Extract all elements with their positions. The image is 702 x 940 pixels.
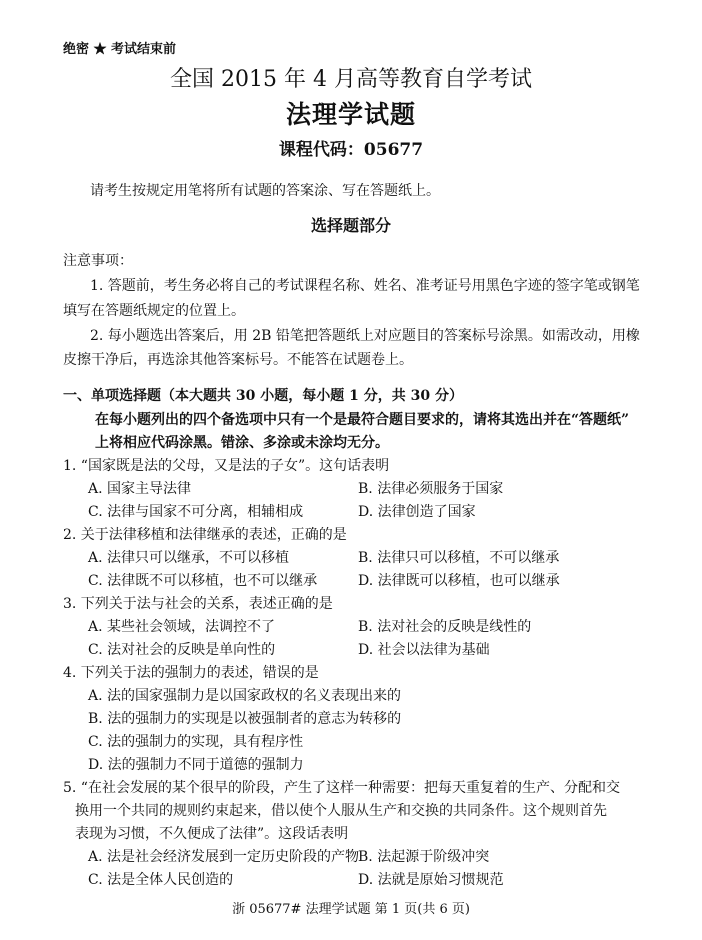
part1-desc-line-1: 在每小题列出的四个备选项中只有一个是最符合题目要求的，请将其选出并在“答题纸”: [95, 412, 630, 428]
question-4-option-b: B. 法的强制力的实现是以被强制者的意志为转移的: [88, 711, 402, 727]
paper-title: 法理学试题: [285, 100, 416, 129]
question-5-stem-line-3: 表现为习惯，不久便成了法律”。这段话表明: [75, 826, 349, 842]
question-5-option-c: C. 法是全体人民创造的: [88, 872, 234, 888]
question-1-option-b: B. 法律必须服务于国家: [358, 481, 504, 497]
question-4-option-d: D. 法的强制力不同于道德的强制力: [88, 757, 304, 773]
part1-desc-line-2: 上将相应代码涂黑。错涂、多涂或未涂均无分。: [95, 435, 389, 451]
question-1-option-d: D. 法律创造了国家: [358, 504, 476, 520]
page-footer: 浙 05677# 法理学试题 第 1 页(共 6 页): [232, 902, 470, 917]
question-3-option-a: A. 某些社会领域，法调控不了: [88, 619, 276, 635]
question-2-option-c: C. 法律既不可以移植，也不可以继承: [88, 573, 318, 589]
instruction-1-line-1: 1. 答题前，考生务必将自己的考试课程名称、姓名、准考证号用黑色字迹的签字笔或钢笔: [90, 278, 640, 294]
question-1-option-a: A. 国家主导法律: [88, 481, 192, 497]
course-code: 课程代码：05677: [278, 140, 424, 160]
question-2-stem: 2. 关于法律移植和法律继承的表述，正确的是: [63, 527, 347, 543]
question-3-option-d: D. 社会以法律为基础: [358, 642, 490, 658]
question-3-option-b: B. 法对社会的反映是线性的: [358, 619, 532, 635]
answer-notice: 请考生按规定用笔将所有试题的答案涂、写在答题纸上。: [90, 183, 440, 199]
question-5-option-d: D. 法就是原始习惯规范: [358, 872, 504, 888]
question-5-options-row-2: [0, 869, 702, 891]
instruction-1-line-2: 填写在答题纸规定的位置上。: [63, 303, 245, 319]
section-heading: 选择题部分: [310, 216, 391, 235]
instructions-heading: 注意事项：: [63, 253, 133, 269]
question-2-option-a: A. 法律只可以继承，不可以移植: [88, 550, 290, 566]
question-3-stem: 3. 下列关于法与社会的关系，表述正确的是: [63, 596, 333, 612]
question-4-stem: 4. 下列关于法的强制力的表述，错误的是: [63, 665, 319, 681]
question-1-stem: 1. “国家既是法的父母，又是法的子女”。这句话表明: [63, 458, 390, 474]
question-2-options-row-2: [0, 570, 702, 592]
question-4-option-c: C. 法的强制力的实现，具有程序性: [88, 734, 304, 750]
secret-mark: 绝密 ★ 考试结束前: [63, 42, 177, 57]
question-3-options-row-2: [0, 639, 702, 661]
question-2-option-d: D. 法律既可以移植，也可以继承: [358, 573, 560, 589]
question-2-option-b: B. 法律只可以移植，不可以继承: [358, 550, 560, 566]
question-5-option-b: B. 法起源于阶级冲突: [358, 849, 490, 865]
question-3-options-row-1: [0, 616, 702, 638]
question-3-option-c: C. 法对社会的反映是单向性的: [88, 642, 276, 658]
question-5-stem-line-2: 换用一个共同的规则约束起来，借以使个人服从生产和交换的共同条件。这个规则首先: [75, 803, 607, 819]
question-2-options-row-1: [0, 547, 702, 569]
question-5-options-row-1: [0, 846, 702, 868]
question-1-options-row-1: [0, 478, 702, 500]
question-1-option-c: C. 法律与国家不可分离，相辅相成: [88, 504, 304, 520]
question-5-stem-line-1: 5. “在社会发展的某个很早的阶段，产生了这样一种需要：把每天重复着的生产、分配和交: [63, 780, 620, 796]
exam-title: 全国 2015 年 4 月高等教育自学考试: [170, 67, 532, 92]
instruction-2-line-2: 皮擦干净后，再选涂其他答案标号。不能答在试题卷上。: [63, 352, 413, 368]
question-4-option-a: A. 法的国家强制力是以国家政权的名义表现出来的: [88, 688, 402, 704]
question-5-option-a: A. 法是社会经济发展到一定历史阶段的产物: [88, 849, 360, 865]
part1-heading: 一、单项选择题（本大题共 30 小题，每小题 1 分，共 30 分）: [63, 388, 463, 404]
instruction-2-line-1: 2. 每小题选出答案后，用 2B 铅笔把答题纸上对应题目的答案标号涂黑。如需改动，用橡: [90, 328, 640, 344]
question-1-options-row-2: [0, 501, 702, 523]
